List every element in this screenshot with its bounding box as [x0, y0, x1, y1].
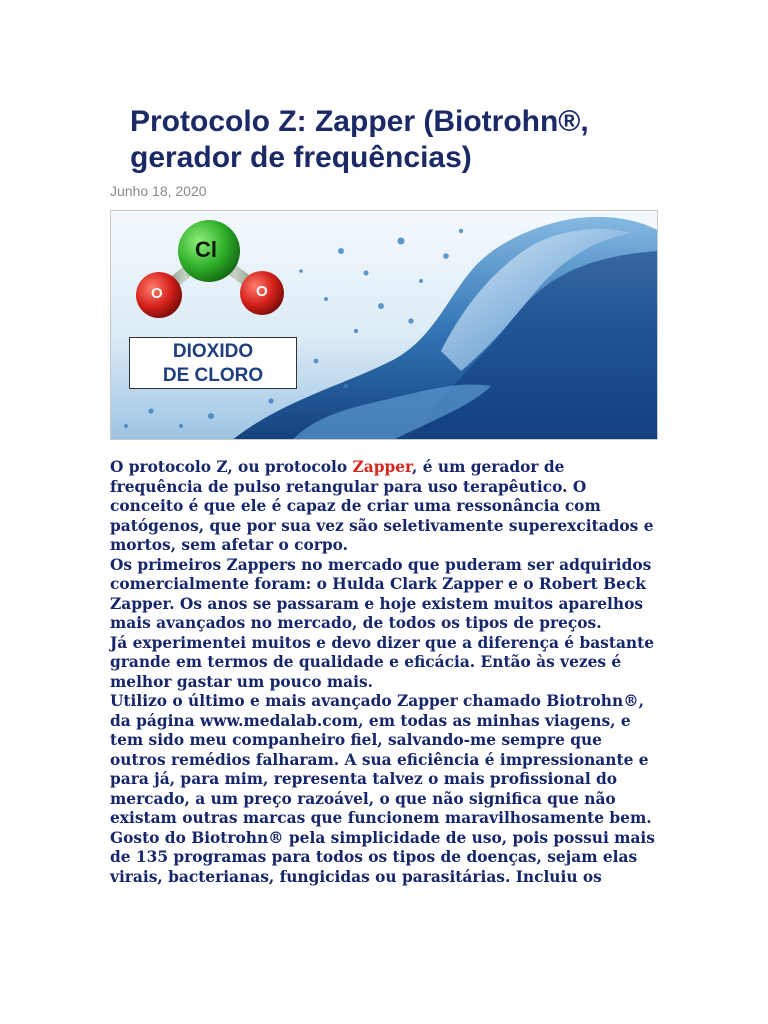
- paragraph-3: Já experimentei muitos e devo dizer que a diferença é bastante grande em termos de qualidade e eficácia. Então às vezes é melhor gastar um pouco mais.: [110, 633, 655, 691]
- caption-line-2: DE CLORO: [162, 365, 264, 386]
- paragraph-2: Os primeiros Zappers no mercado que puderam ser adquiridos comercialmente foram: o Hulda Clark Zapper e o Robert Beck Zapper. Os anos se passaram e hoje existem muitos aparelhos mais avançados no mercado, de todos os tipos de preços.: [110, 555, 652, 632]
- caption-box: [129, 337, 297, 389]
- article-date: Junho 18, 2020: [110, 183, 207, 199]
- atom-label-o-left: O: [151, 285, 163, 302]
- water-splash-illustration: [111, 211, 658, 440]
- caption-line-1: DIOXIDO: [172, 341, 254, 362]
- article-body: [110, 458, 658, 887]
- atom-label-cl: Cl: [195, 237, 217, 262]
- atom-label-o-right: O: [256, 283, 268, 300]
- hero-image: [110, 210, 658, 440]
- zapper-link[interactable]: Zapper: [352, 458, 413, 476]
- paragraph-1-end: , é um gerador de frequência de pulso retangular para uso terapêutico. O conceito é que ele é capaz de criar uma ressonância com patógenos, que por sua vez são seletivamente superexcitados e mortos, sem afetar o corpo.: [110, 458, 654, 554]
- paragraph-4: Utilizo o último e mais avançado Zapper chamado Biotrohn®, da página www.medalab.com, em todas as minhas viagens, e tem sido meu companheiro fiel, salvando-me sempre que outros remédios falharam. A sua eficiência é impressionante e para já, para mim, representa talvez o mais profissional do mercado, a um preço razoável, o que não significa que não existam outras marcas que funcionem maravilhosamente bem. Gosto do Biotrohn® pela simplicidade de uso, pois possui mais de 135 programas para todos os tipos de doenças, sejam elas virais, bacterianas, fungicidas ou parasitárias. Incluiu os: [110, 692, 655, 886]
- article-title: Protocolo Z: Zapper (Biotrohn®, gerador de frequências): [130, 105, 589, 174]
- paragraph-1: [110, 458, 658, 556]
- paragraph-1-start: O protocolo Z, ou protocolo: [110, 458, 353, 476]
